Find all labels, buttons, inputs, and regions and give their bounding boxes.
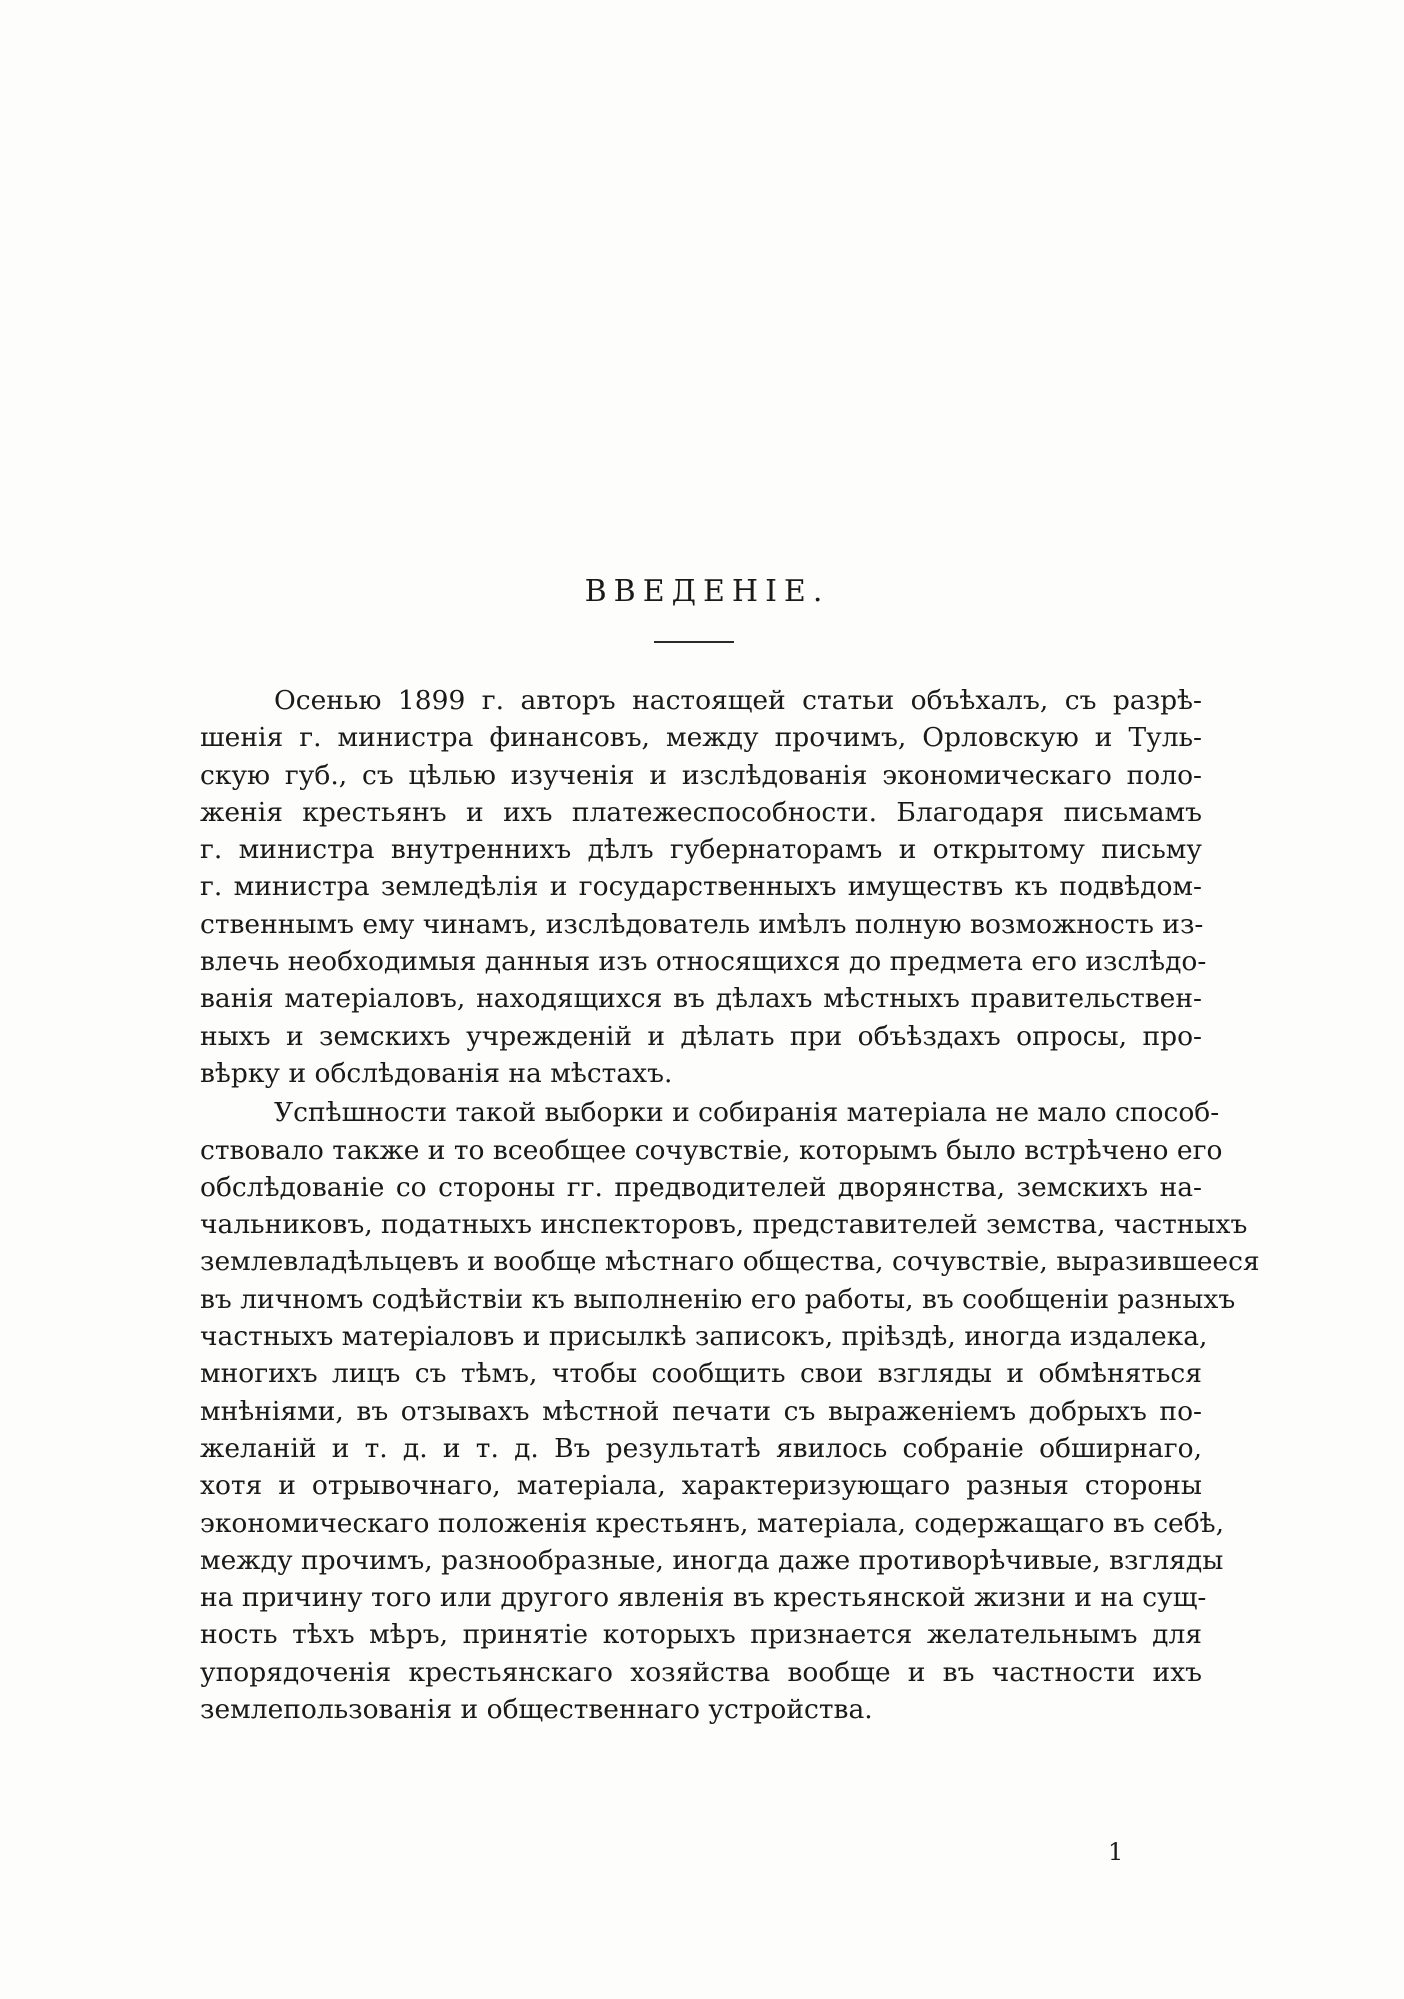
page-title: ВВЕДЕНІЕ.	[584, 574, 830, 609]
text-line: ванія матеріаловъ, находящихся въ дѣлахъ мѣстныхъ правительствен-	[200, 983, 1202, 1015]
text-line: землепользованія и общественнаго устройства.	[200, 1694, 873, 1726]
text-line: обслѣдованіе со стороны гг. предводителей дворянства, земскихъ на-	[200, 1171, 1202, 1203]
text-line: многихъ лицъ съ тѣмъ, чтобы сообщить свои взгляды и обмѣняться	[200, 1358, 1202, 1390]
text-line: вѣрку и обслѣдованія на мѣстахъ.	[200, 1057, 673, 1089]
text-line: ствовало также и то всеобщее сочувствіе, которымъ было встрѣчено его	[200, 1134, 1223, 1166]
text-line: ныхъ и земскихъ учрежденій и дѣлать при объѣздахъ опросы, про-	[200, 1020, 1202, 1052]
page-number: 1	[1108, 1838, 1124, 1866]
text-line: шенія г. министра финансовъ, между прочимъ, Орловскую и Туль-	[200, 722, 1202, 754]
title-underline-rule	[654, 641, 734, 643]
text-line: Успѣшности такой выборки и собиранія матеріала не мало способ-	[274, 1097, 1220, 1129]
paragraph-1	[200, 682, 1207, 1092]
text-line: ность тѣхъ мѣръ, принятіе которыхъ признается желательнымъ для	[200, 1619, 1202, 1651]
text-line: Осенью 1899 г. авторъ настоящей статьи объѣхалъ, съ разрѣ-	[274, 685, 1202, 716]
text-line: чальниковъ, податныхъ инспекторовъ, представителей земства, частныхъ	[200, 1209, 1248, 1241]
text-line: влечь необходимыя данныя изъ относящихся до предмета его изслѣдо-	[200, 946, 1207, 978]
text-line: скую губ., съ цѣлью изученія и изслѣдованія экономическаго поло-	[200, 759, 1202, 791]
text-line: частныхъ матеріаловъ и присылкѣ записокъ, пріѣздѣ, иногда издалека,	[200, 1321, 1208, 1353]
text-line: желаній и т. д. и т. д. Въ результатѣ явилось собраніе обширнаго,	[200, 1432, 1202, 1464]
text-line: ственнымъ ему чинамъ, изслѣдователь имѣлъ полную возможность из-	[200, 908, 1204, 940]
text-line: землевладѣльцевъ и вообще мѣстнаго общества, сочувствіе, выразившееся	[200, 1246, 1260, 1278]
text-line: женія крестьянъ и ихъ платежеспособности. Благодаря письмамъ	[200, 796, 1202, 828]
text-line: экономическаго положенія крестьянъ, матеріала, содержащаго въ себѣ,	[200, 1507, 1225, 1539]
text-line: мнѣніями, въ отзывахъ мѣстной печати съ выраженіемъ добрыхъ по-	[200, 1395, 1202, 1427]
body-text	[200, 682, 1260, 1728]
text-line: въ личномъ содѣйствіи къ выполненію его работы, въ сообщеніи разныхъ	[200, 1283, 1236, 1315]
text-line: между прочимъ, разнообразные, иногда даже противорѣчивые, взгляды	[200, 1544, 1224, 1576]
text-line: г. министра внутреннихъ дѣлъ губернаторамъ и открытому письму	[200, 834, 1202, 866]
text-line: на причину того или другого явленія въ крестьянской жизни и на сущ-	[200, 1582, 1207, 1614]
text-line: упорядоченія крестьянскаго хозяйства вообще и въ частности ихъ	[200, 1656, 1202, 1688]
paragraph-2	[200, 1094, 1260, 1728]
text-line: г. министра земледѣлія и государственныхъ имуществъ къ подвѣдом-	[200, 871, 1202, 903]
text-line: хотя и отрывочнаго, матеріала, характеризующаго разныя стороны	[200, 1470, 1202, 1502]
